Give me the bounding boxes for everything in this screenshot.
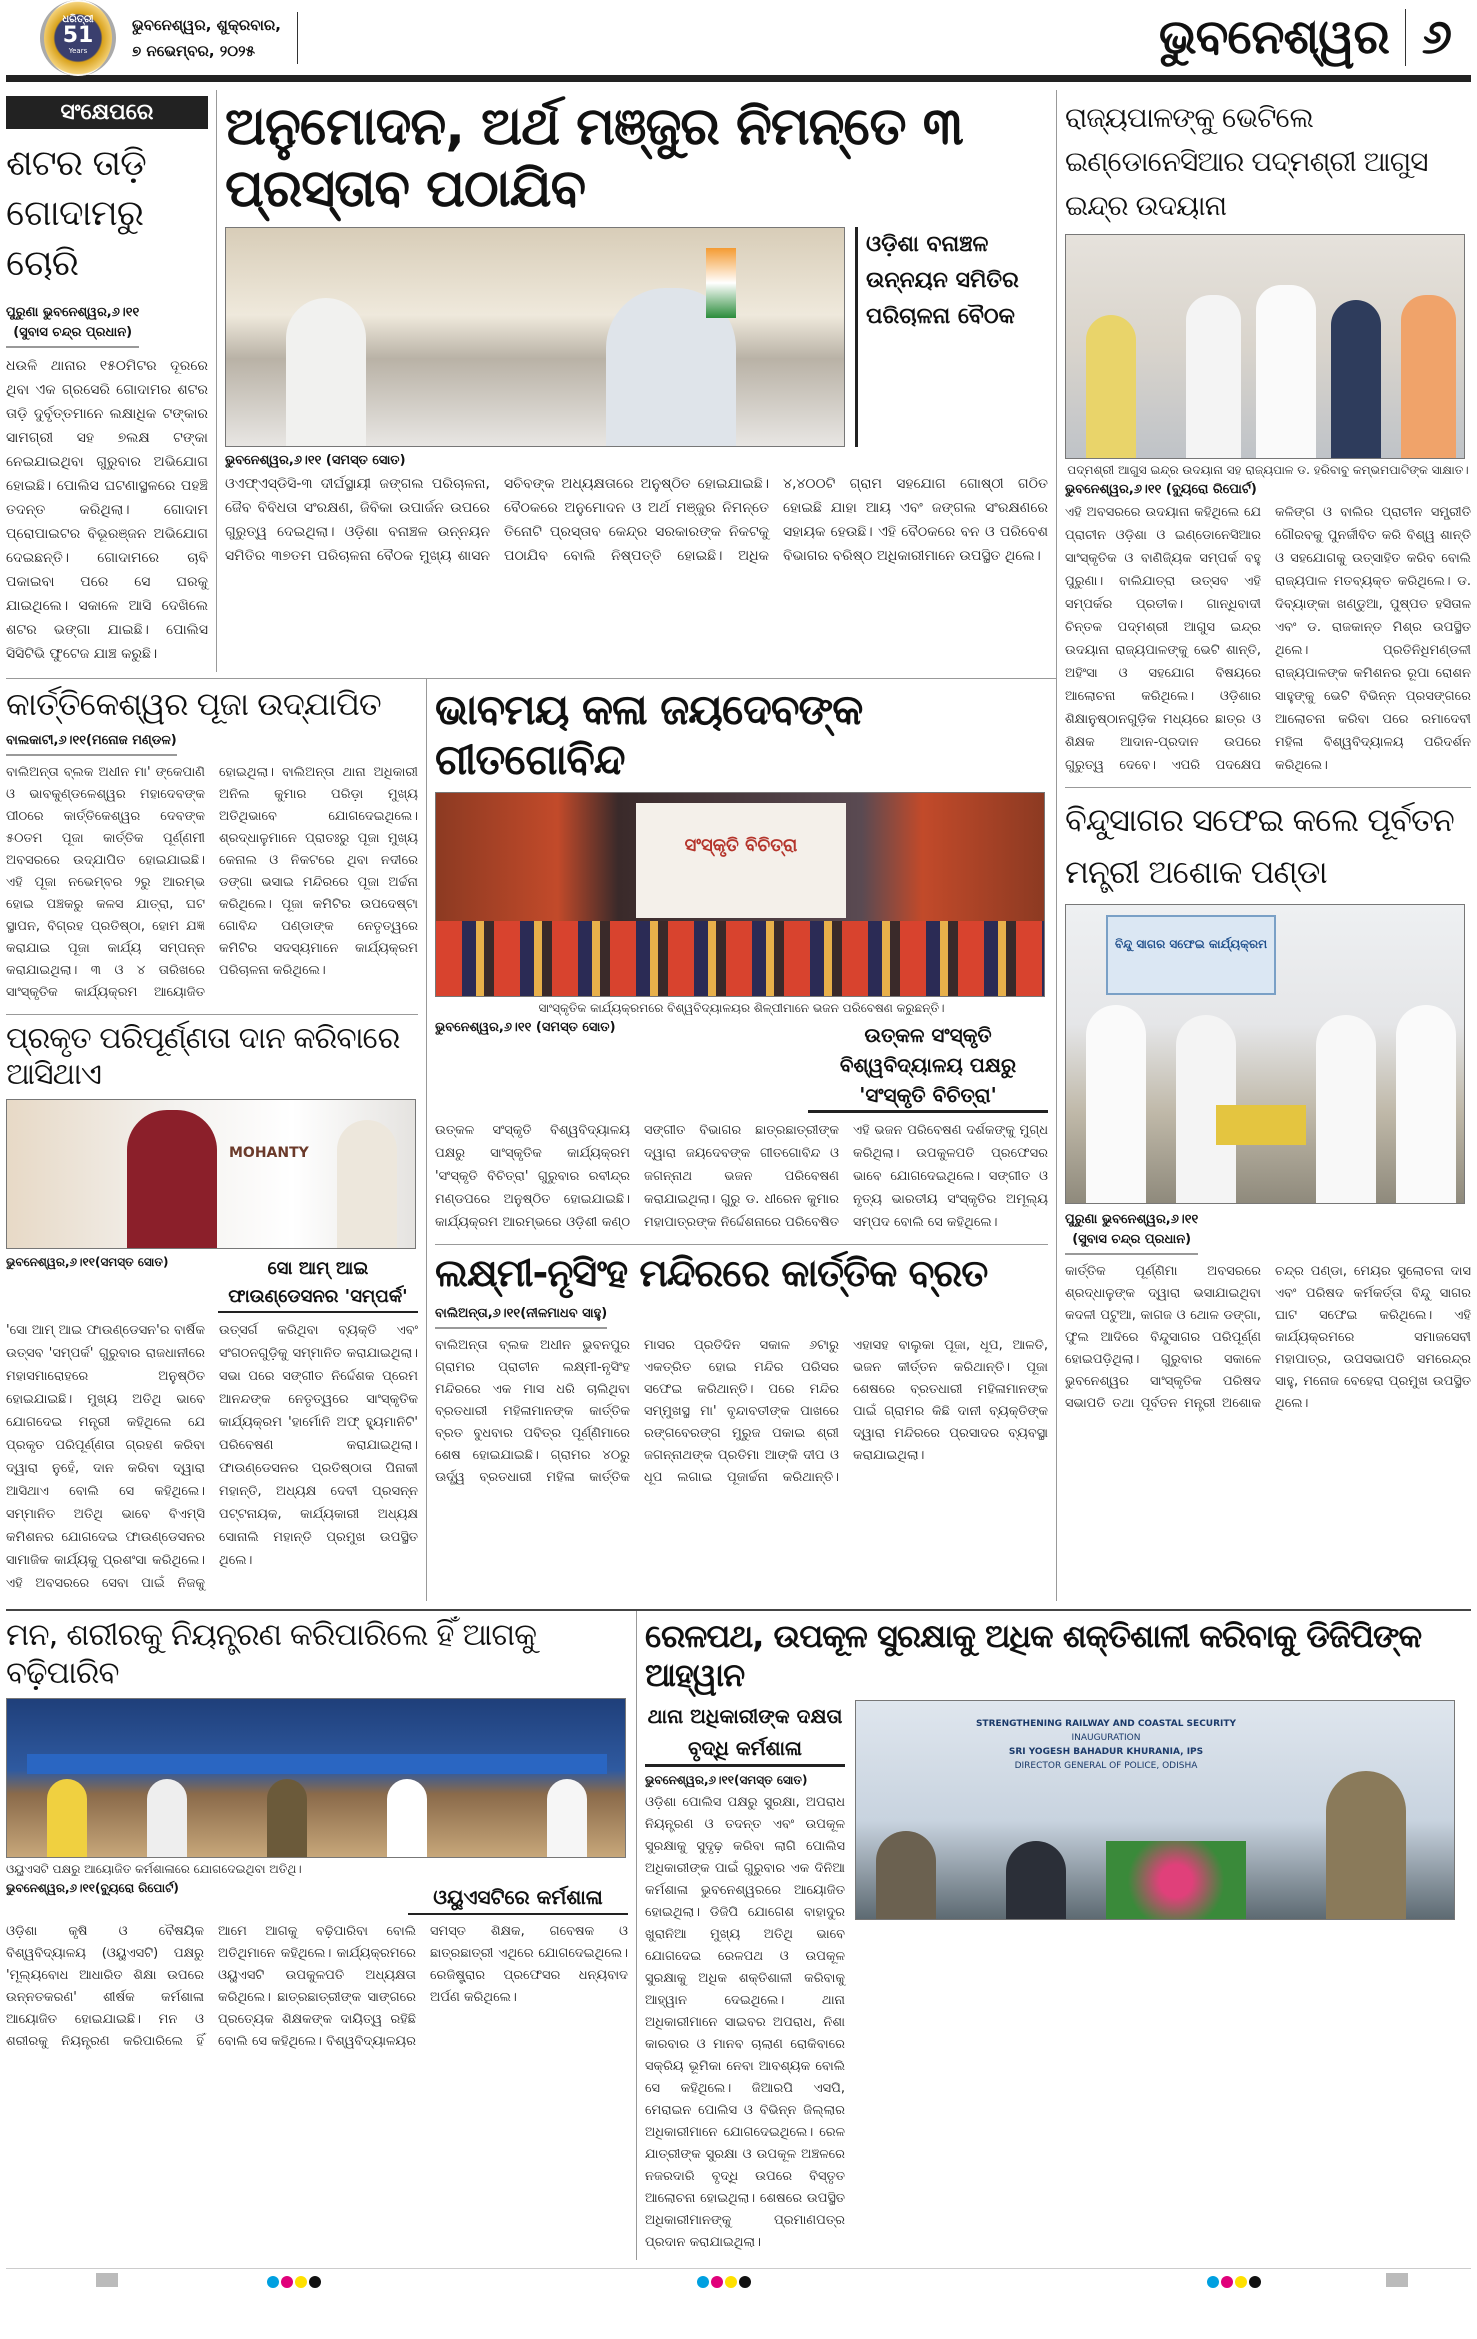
mind-body: ଓଡ଼ିଶା କୃଷି ଓ ବୈଷୟିକ ବିଶ୍ୱବିଦ୍ୟାଳୟ (ଓୟୁଏସଟି) ପକ୍ଷରୁ 'ମୂଲ୍ୟବୋଧ ଆଧାରିତ ଶିକ୍ଷା ଉପରେ ଉନ୍ନତକରଣ' ଶୀର୍ଷକ କର୍ମଶାଳା ଆୟୋଜିତ ହୋଇଯାଇଛି। ମନ ଓ ଶରୀରକୁ ନିୟନ୍ତ୍ରଣ କରିପାରିଲେ ହିଁ ଆମେ ଆଗକୁ ବଢ଼ିପାରିବା ବୋଲି ଅତିଥିମାନେ କହିଥିଲେ। କାର୍ଯ୍ୟକ୍ରମରେ ଓୟୁଏସଟି ଉପକୁଳପତି ଅଧ୍ୟକ୍ଷତା କରିଥିଲେ। ଛାତ୍ରଛାତ୍ରୀଙ୍କ ସାଙ୍ଗରେ ପ୍ରତ୍ୟେକ ଶିକ୍ଷକଙ୍କ ଦାୟିତ୍ୱ ରହିଛି ବୋଲି ସେ କହିଥିଲେ। ବିଶ୍ୱବିଦ୍ୟାଳୟର ସମସ୍ତ ଶିକ୍ଷକ, ଗବେଷକ ଓ ଛାତ୍ରଛାତ୍ରୀ ଏଥିରେ ଯୋଗଦେଇଥିଲେ। ରେଜିଷ୍ଟ୍ରାର ପ୍ରଫେସର ଧନ୍ୟବାଦ ଅର୍ପଣ କରିଥିଲେ। xyxy=(6,1923,628,2049)
bindusagar-byline-author: (ସୁବାସ ଚନ୍ଦ୍ର ପ୍ରଧାନ) xyxy=(1072,1232,1192,1247)
page-number: ୬ xyxy=(1421,8,1451,65)
logo-years: 51 xyxy=(62,22,94,48)
bindusagar-byline-place: ପୁରୁଣା ଭୁବନେଶ୍ୱର,୬।୧୧ xyxy=(1065,1212,1199,1227)
geetgovind-article xyxy=(435,685,1048,1234)
kartikeswar-headline: କାର୍ତ୍ତିକେଶ୍ୱର ପୂଜା ଉଦ୍‌ଯାପିତ xyxy=(6,685,381,723)
kartikeswar-byline: ବାଲକାଟୀ,୬।୧୧(ମନୋଜ ମଣ୍ଡଳ) xyxy=(6,731,177,756)
geetgovind-headline: ଭାବମୟ କଳା ଜୟଦେବଙ୍କ ଗୀତଗୋବିନ୍ଦ xyxy=(435,685,863,785)
brief-byline-author: (ସୁବାସ ଚନ୍ଦ୍ର ପ୍ରଧାନ) xyxy=(13,325,133,340)
governor-photo xyxy=(1065,234,1465,459)
lead-headline: ଅନୁମୋଦନ, ଅର୍ଥ ମଞ୍ଜୁର ନିମନ୍ତେ ୩ ପ୍ରସ୍ତାବ ପଠାଯିବ xyxy=(225,97,963,220)
brief-label: ସଂକ୍ଷେପରେ xyxy=(6,96,208,129)
geetgovind-banner: ସଂସ୍କୃତି ବିଚିତ୍ରା xyxy=(684,834,798,856)
dgp-banner-sub: INAUGURATION xyxy=(1071,1733,1141,1744)
bindusagar-article xyxy=(1065,787,1471,1415)
mind-caption: ଓୟୁଏସଟି ପକ୍ଷରୁ ଆୟୋଜିତ କର୍ମଶାଳାରେ ଯୋଗଦେଇଥିବା ଅତିଥି। xyxy=(6,1861,302,1876)
dateline-city: ଭୁବନେଶ୍ୱର, ଶୁକ୍ରବାର, xyxy=(132,15,281,34)
geetgovind-sidebox xyxy=(808,1020,1048,1113)
brief-body: ଧଉଳି ଥାନାର ୧୫୦ମିଟର ଦୂରରେ ଥିବା ଏକ ଗ୍ରସେରି ଗୋଦାମର ଶଟର ତାଡ଼ି ଦୁର୍ବୃତ୍ତମାନେ ଲକ୍ଷାଧିକ ଟଙ୍କାର ସାମଗ୍ରୀ ସହ ୭ଲକ୍ଷ ଟଙ୍କା ନେଇଯାଇଥିବା ଗୁରୁବାର ଅଭିଯୋଗ ହୋଇଛି। ପୋଲିସ ଘଟଣାସ୍ଥଳରେ ପହଞ୍ଚି ତଦନ୍ତ କରିଥିଲା। ଗୋଦାମ ପ୍ରୋପାଇଟର ବିଭୂରଞ୍ଜନ ଅଭିଯୋଗ ଦେଇଛନ୍ତି। ଗୋଦାମରେ ଚାବି ପକାଇବା ପରେ ସେ ଘରକୁ ଯାଇଥିଲେ। ସକାଳେ ଆସି ଦେଖିଲେ ଶଟର ଭଙ୍ଗା ଯାଇଛି। ପୋଲିସ ସିସିଟିଭି ଫୁଟେଜ ଯାଞ୍ଚ କରୁଛି। xyxy=(6,358,208,662)
footer-marks xyxy=(6,2268,1471,2290)
bindusagar-body: କାର୍ତ୍ତିକ ପୂର୍ଣ୍ଣିମା ଅବସରରେ ଶ୍ରଦ୍ଧାଳୁଙ୍କ ଦ୍ୱାରା ଭସାଯାଇଥିବା କଦଳୀ ପଟୁଆ, କାଗଜ ଓ ଥୋଳ ଡଙ୍ଗା, ଫୁଲ ଆଦିରେ ବିନ୍ଦୁସାଗର ପରିପୂର୍ଣ୍ଣ ହୋଇପଡ଼ିଥିଲା। ଗୁରୁବାର ସକାଳେ ଭୁବନେଶ୍ୱର ସାଂସ୍କୃତିକ ପରିଷଦ ସଭାପତି ତଥା ପୂର୍ବତନ ମନ୍ତ୍ରୀ ଅଶୋକ ଚନ୍ଦ୍ର ପଣ୍ଡା, ମେୟର ସୁଲୋଚନା ଦାସ ଏବଂ ପରିଷଦ କର୍ମକର୍ତ୍ତା ବିନ୍ଦୁ ସାଗର ଘାଟ ସଫେଇ କରିଥିଲେ। ଏହି କାର୍ଯ୍ୟକ୍ରମରେ ସମାଜସେବୀ ମହାପାତ୍ର, ଉପସଭାପତି ସମରେନ୍ଦ୍ର ସାହୁ, ମନୋଜ ବେହେରା ପ୍ରମୁଖ ଉପସ୍ଥିତ ଥିଲେ। xyxy=(1065,1264,1471,1411)
geetgovind-caption: ସାଂସ୍କୃତିକ କାର୍ଯ୍ୟକ୍ରମରେ ବିଶ୍ୱବିଦ୍ୟାଳୟର ଶିଳ୍ପୀମାନେ ଭଜନ ପରିବେଷଣ କରୁଛନ୍ତି। xyxy=(538,1000,945,1015)
donation-body: 'ସୋ ଆମ୍ ଆଇ ଫାଉଣ୍ଡେସନ'ର ବାର୍ଷିକ ଉତ୍ସବ 'ସମ୍ପର୍କ' ଗୁରୁବାର ରାଜଧାନୀରେ ମହାସମାରୋହରେ ଅନୁଷ୍ଠିତ ହୋଇଯାଇଛି। ମୁଖ୍ୟ ଅତିଥି ଭାବେ ଯୋଗଦେଇ ମନ୍ତ୍ରୀ କହିଥିଲେ ଯେ ପ୍ରକୃତ ପରିପୂର୍ଣ୍ଣତା ଗ୍ରହଣ କରିବା ଦ୍ୱାରା ନୁହେଁ, ଦାନ କରିବା ଦ୍ୱାରା ଆସିଥାଏ ବୋଲି ସେ କହିଥିଲେ। ସମ୍ମାନିତ ଅତିଥି ଭାବେ ବିଏମ୍‌ସି କମିଶନର ଯୋଗଦେଇ ଫାଉଣ୍ଡେସନର ସାମାଜିକ କାର୍ଯ୍ୟକୁ ପ୍ରଶଂସା କରିଥିଲେ। ଏହି ଅବସରରେ ସେବା ପାଇଁ ନିଜକୁ ଉତ୍ସର୍ଗ କରିଥିବା ବ୍ୟକ୍ତି ଏବଂ ସଂଗଠନଗୁଡ଼ିକୁ ସମ୍ମାନିତ କରାଯାଇଥିଲା। ସଭା ପରେ ସଙ୍ଗୀତ ନିର୍ଦ୍ଦେଶକ ପ୍ରେମ ଆନନ୍ଦଙ୍କ ନେତୃତ୍ୱରେ ସାଂସ୍କୃତିକ କାର୍ଯ୍ୟକ୍ରମ 'ହାର୍ମୋନି ଅଫ୍ ହ୍ୟୁମାନିଟି' ପରିବେଷଣ କରାଯାଇଥିଲା। ଫାଉଣ୍ଡେସନର ପ୍ରତିଷ୍ଠାତା ପିନାକୀ ମହାନ୍ତି, ଅଧ୍ୟକ୍ଷ ଦେବୀ ପ୍ରସନ୍ନ ପଟ୍ଟନାୟକ, କାର୍ଯ୍ୟକାରୀ ଅଧ୍ୟକ୍ଷ ସୋନାଲି ମହାନ୍ତି ପ୍ରମୁଖ ଉପସ୍ଥିତ ଥିଲେ। xyxy=(6,1323,418,1592)
geetgovind-body: ଉତ୍କଳ ସଂସ୍କୃତି ବିଶ୍ୱବିଦ୍ୟାଳୟ ପକ୍ଷରୁ ସାଂସ୍କୃତିକ କାର୍ଯ୍ୟକ୍ରମ 'ସଂସ୍କୃତି ବିଚିତ୍ରା' ଗୁରୁବାର ରବୀନ୍ଦ୍ର ମଣ୍ଡପରେ ଅନୁଷ୍ଠିତ ହୋଇଯାଇଛି। କାର୍ଯ୍ୟକ୍ରମ ଆରମ୍ଭରେ ଓଡ଼ିଶୀ କଣ୍ଠ ସଙ୍ଗୀତ ବିଭାଗର ଛାତ୍ରଛାତ୍ରୀଙ୍କ ଦ୍ୱାରା ଜୟଦେବଙ୍କ ଗୀତଗୋବିନ୍ଦ ଓ ଜଗନ୍ନାଥ ଭଜନ ପରିବେଷଣ କରାଯାଇଥିଲା। ଗୁରୁ ଡ. ଧୀରେନ କୁମାର ମହାପାତ୍ରଙ୍କ ନିର୍ଦ୍ଦେଶନାରେ ପରିବେଷିତ ଏହି ଭଜନ ପରିବେଷଣ ଦର୍ଶକଙ୍କୁ ମୁଗ୍ଧ କରିଥିଲା। ଉପକୁଳପତି ପ୍ରଫେସର ଭାବେ ଯୋଗଦେଇଥିଲେ। ସଙ୍ଗୀତ ଓ ନୃତ୍ୟ ଭାରତୀୟ ସଂସ୍କୃତିର ଅମୂଲ୍ୟ ସମ୍ପଦ ବୋଲି ସେ କହିଥିଲେ। xyxy=(435,1122,1048,1230)
bindusagar-byline xyxy=(1065,1210,1198,1255)
section-title: ଭୁବନେଶ୍ୱର xyxy=(1159,9,1406,67)
donation-photo xyxy=(6,1099,416,1249)
geetgovind-sidebox-title: ଉତ୍କଳ ସଂସ୍କୃତି ବିଶ୍ୱବିଦ୍ୟାଳୟ ପକ୍ଷରୁ 'ସଂସ୍କୃତି ବିଚିତ୍ରା' xyxy=(839,1022,1017,1107)
donation-photo-text: MOHANTY xyxy=(229,1145,309,1162)
dgp-banner-title: STRENGTHENING RAILWAY AND COASTAL SECURITY xyxy=(975,1719,1237,1730)
dgp-sidebox xyxy=(645,1700,845,1767)
dgp-article xyxy=(636,1611,1471,2260)
dgp-banner-name: SRI YOGESH BAHADUR KHURANIA, IPS xyxy=(1008,1747,1204,1758)
mind-sidebox xyxy=(408,1881,628,1915)
dateline-date: ୭ ନଭେମ୍ବର, ୨୦୨୫ xyxy=(132,41,255,60)
donation-headline: ପ୍ରକୃତ ପରିପୂର୍ଣ୍ଣତା ଦାନ କରିବାରେ ଆସିଥାଏ xyxy=(6,1021,400,1093)
dgp-headline: ରେଳପଥ, ଉପକୂଳ ସୁରକ୍ଷାକୁ ଅଧିକ ଶକ୍ତିଶାଳୀ କରିବାକୁ ଡିଜିପିଙ୍କ ଆହ୍ୱାନ xyxy=(645,1617,1422,1694)
masthead xyxy=(6,0,1471,82)
lead-sidebox xyxy=(855,227,1048,447)
lead-sidebox-title: ଓଡ଼ିଶା ବନାଞ୍ଚଳ ଉନ୍ନୟନ ସମିତିର ପରିଚାଳନା ବୈଠକ xyxy=(866,231,1019,329)
lead-byline: ଭୁବନେଶ୍ୱର,୬।୧୧ (ସମସ୍ତ ସୋତ) xyxy=(225,452,406,468)
donation-sidebox xyxy=(218,1255,418,1313)
governor-caption: ପଦ୍ମଶ୍ରୀ ଆଗୁସ ଇନ୍ଦ୍ର ଉଦୟାନା ସହ ରାଜ୍ୟପାଳ ଡ. ହରିବାବୁ କମ୍ଭମପାଟିଙ୍କ ସାକ୍ଷାତ। xyxy=(1067,463,1469,477)
lakshmi-headline: ଲକ୍ଷ୍ମୀ-ନୃସିଂହ ମନ୍ଦିରରେ କାର୍ତ୍ତିକ ବ୍ରତ xyxy=(435,1250,988,1295)
lakshmi-article xyxy=(435,1244,1048,1490)
donation-article xyxy=(6,1014,418,1595)
lakshmi-byline: ବାଲିଅନ୍ତା,୬।୧୧(ନୀଳମାଧବ ସାହୁ) xyxy=(435,1304,607,1329)
logo-years-label: Years xyxy=(68,46,88,55)
lead-body: ଓଏଫ୍‌ଏସ୍‌ଡିସି-୩ ଦୀର୍ଘସ୍ଥାୟୀ ଜଙ୍ଗଲ ପରିଚାଳନା, ଜୈବ ବିବିଧତା ସଂରକ୍ଷଣ, ଜିବିକା ଉପାର୍ଜନ ଉପରେ ଗୁରୁତ୍ୱ ଦେଇଥିଲା। ଓଡ଼ିଶା ବନାଞ୍ଚଳ ଉନ୍ନୟନ ସମିତିର ୩୭ତମ ପରିଚାଳନା ବୈଠକ ମୁଖ୍ୟ ଶାସନ ସଚିବଙ୍କ ଅଧ୍ୟକ୍ଷତାରେ ଅନୁଷ୍ଠିତ ହୋଇଯାଇଛି। ବୈଠକରେ ଅନୁମୋଦନ ଓ ଅର୍ଥ ମଞ୍ଜୁର ନିମନ୍ତେ ତିନୋଟି ପ୍ରସ୍ତାବ କେନ୍ଦ୍ର ସରକାରଙ୍କ ନିକଟକୁ ପଠାଯିବ ବୋଲି ନିଷ୍ପତ୍ତି ହୋଇଛି। ଅଧିକ ୪,୪୦୦ଟି ଗ୍ରାମ ସହଯୋଗ ଗୋଷ୍ଠୀ ଗଠିତ ହୋଇଛି ଯାହା ଆୟ ଏବଂ ଜଙ୍ଗଲ ସଂରକ୍ଷଣରେ ସହାୟକ ହେଉଛି। ଏହି ବୈଠକରେ ବନ ଓ ପରିବେଶ ବିଭାଗର ବରିଷ୍ଠ ଅଧିକାରୀମାନେ ଉପସ୍ଥିତ ଥିଲେ। xyxy=(225,475,1048,564)
donation-byline: ଭୁବନେଶ୍ୱର,୬।୧୧(ସମସ୍ତ ସୋତ) xyxy=(6,1255,169,1270)
dgp-body: ଓଡ଼ିଶା ପୋଲିସ ପକ୍ଷରୁ ସୁରକ୍ଷା, ଅପରାଧ ନିୟନ୍ତ୍ରଣ ଓ ତଦନ୍ତ ଏବଂ ଉପକୂଳ ସୁରକ୍ଷାକୁ ସୁଦୃଢ଼ କରିବା ଲାଗି ପୋଲିସ ଅଧିକାରୀଙ୍କ ପାଇଁ ଗୁରୁବାର ଏକ ଦିନିଆ କର୍ମଶାଳା ଭୁବନେଶ୍ୱରରେ ଆୟୋଜିତ ହୋଇଥିଲା। ଡିଜିପି ଯୋଗେଶ ବାହାଦୁର ଖୁରାନିଆ ମୁଖ୍ୟ ଅତିଥି ଭାବେ ଯୋଗଦେଇ ରେଳପଥ ଓ ଉପକୂଳ ସୁରକ୍ଷାକୁ ଅଧିକ ଶକ୍ତିଶାଳୀ କରିବାକୁ ଆହ୍ୱାନ ଦେଇଥିଲେ। ଥାନା ଅଧିକାରୀମାନେ ସାଇବର ଅପରାଧ, ନିଶା କାରବାର ଓ ମାନବ ଚାଲାଣ ରୋକିବାରେ ସକ୍ରିୟ ଭୂମିକା ନେବା ଆବଶ୍ୟକ ବୋଲି ସେ କହିଥିଲେ। ଜିଆରପି ଏସପି, ମେରାଇନ ପୋଲିସ ଓ ବିଭିନ୍ନ ଜିଲ୍ଲାର ଅଧିକାରୀମାନେ ଯୋଗଦେଇଥିଲେ। ରେଳ ଯାତ୍ରୀଙ୍କ ସୁରକ୍ଷା ଓ ଉପକୂଳ ଅଞ୍ଚଳରେ ନଜରଦାରି ବୃଦ୍ଧି ଉପରେ ବିସ୍ତୃତ ଆଲୋଚନା ହୋଇଥିଲା। ଶେଷରେ ଉପସ୍ଥିତ ଅଧିକାରୀମାନଙ୍କୁ ପ୍ରମାଣପତ୍ର ପ୍ରଦାନ କରାଯାଇଥିଲା। xyxy=(645,1795,845,2251)
bindusagar-headline: ବିନ୍ଦୁସାଗର ସଫେଇ କଲେ ପୂର୍ବତନ ମନ୍ତ୍ରୀ ଅଶୋକ ପଣ୍ଡା xyxy=(1065,801,1454,891)
dgp-sidebox-title: ଥାନା ଅଧିକାରୀଙ୍କ ଦକ୍ଷତା ବୃଦ୍ଧି କର୍ମଶାଳା xyxy=(647,1704,843,1761)
donation-sidebox-title: ସୋ ଆମ୍ ଆଇ ଫାଉଣ୍ଡେସନର 'ସମ୍ପର୍କ' xyxy=(228,1258,408,1308)
dgp-photo xyxy=(855,1700,1455,1920)
governor-byline: ଭୁବନେଶ୍ୱର,୬।୧୧ (ବ୍ୟୁରୋ ରିପୋର୍ଟ) xyxy=(1065,482,1257,497)
lakshmi-body: ବାଲିଅନ୍ତା ବ୍ଲକ ଅଧୀନ ଭୁବନପୁର ଗ୍ରାମର ପ୍ରାଚୀନ ଲକ୍ଷ୍ମୀ-ନୃସିଂହ ମନ୍ଦିରରେ ଏକ ମାସ ଧରି ଚାଲିଥିବା ବ୍ରତଧାରୀ ମହିଳାମାନଙ୍କ କାର୍ତ୍ତିକ ବ୍ରତ ବୁଧବାର ପବିତ୍ର ପୂର୍ଣ୍ଣିମାରେ ଶେଷ ହୋଇଯାଇଛି। ଗ୍ରାମର ୪୦ରୁ ଊର୍ଦ୍ଧ୍ୱ ବ୍ରତଧାରୀ ମହିଳା କାର୍ତ୍ତିକ ମାସର ପ୍ରତିଦିନ ସକାଳ ୬ଟାରୁ ଏକତ୍ରିତ ହୋଇ ମନ୍ଦିର ପରିସର ସଫେଇ କରିଥାନ୍ତି। ପରେ ମନ୍ଦିର ସମ୍ମୁଖସ୍ଥ ମା' ବୃନ୍ଦାବତୀଙ୍କ ପାଖରେ ରଙ୍ଗବେରଙ୍ଗ ମୁରୁଜ ପକାଇ ଶ୍ରୀ ଜଗନ୍ନାଥଙ୍କ ପ୍ରତିମା ଆଙ୍କି ଦୀପ ଓ ଧୂପ ଲଗାଇ ପୂଜାର୍ଚ୍ଚନା କରିଥାନ୍ତି। ଏହାସହ ବାଲୁକା ପୂଜା, ଧୂପ, ଆଳତି, ଭଜନ କୀର୍ତ୍ତନ କରିଥାନ୍ତି। ପୂଜା ଶେଷରେ ବ୍ରତଧାରୀ ମହିଳାମାନଙ୍କ ପାଇଁ ଗ୍ରାମର କିଛି ଦାନୀ ବ୍ୟକ୍ତିଙ୍କ ଦ୍ୱାରା ମନ୍ଦିରରେ ପ୍ରସାଦର ବ୍ୟବସ୍ଥା କରାଯାଇଥିଲା। xyxy=(435,1338,1048,1486)
brief-article xyxy=(6,90,216,672)
lead-article xyxy=(216,90,1056,672)
mind-byline: ଭୁବନେଶ୍ୱର,୬।୧୧(ବ୍ୟୁରୋ ରିପୋର୍ଟ) xyxy=(6,1880,179,1895)
brief-headline: ଶଟର ତାଡ଼ି ଗୋଦାମରୁ ଚୋରି xyxy=(6,143,146,284)
dgp-banner-role: DIRECTOR GENERAL OF POLICE, ODISHA xyxy=(1014,1761,1198,1772)
bindusagar-photo xyxy=(1065,904,1465,1204)
geetgovind-byline: ଭୁବନେଶ୍ୱର,୬।୧୧ (ସମସ୍ତ ସୋତ) xyxy=(435,1019,616,1035)
kartikeswar-body: ବାଲିଅନ୍ତା ବ୍ଲକ ଅଧୀନ ମା' ଙ୍କେପାଣି ଓ ଭାବକୁଣ୍ଡଳେଶ୍ୱର ମହାଦେବଙ୍କ ପୀଠରେ କାର୍ତ୍ତିକେଶ୍ୱର ଦେବଙ୍କ ୫୦ତମ ପୂଜା କାର୍ତ୍ତିକ ପୂର୍ଣ୍ଣମୀ ଅବସରରେ ଉଦ୍‌ଯାପିତ ହୋଇଯାଇଛି। ଏହି ପୂଜା ନଭେମ୍ବର ୨ରୁ ଆରମ୍ଭ ହୋଇ ପଞ୍ଚକରୁ କଳସ ଯାତ୍ରା, ଘଟ ସ୍ଥାପନ, ବିଗ୍ରହ ପ୍ରତିଷ୍ଠା, ହୋମ ଯଜ୍ଞ କରାଯାଇ ପୂଜା କାର୍ଯ୍ୟ ସମ୍ପନ୍ନ କରାଯାଇଥିଲା। ୩ ଓ ୪ ତାରିଖରେ ସାଂସ୍କୃତିକ କାର୍ଯ୍ୟକ୍ରମ ଆୟୋଜିତ ହୋଇଥିଲା। ବାଲିଅନ୍ତା ଥାନା ଅଧିକାରୀ ଅନିଲ କୁମାର ପରିଡ଼ା ମୁଖ୍ୟ ଅତିଥିଭାବେ ଯୋଗଦେଇଥିଲେ। ଶ୍ରଦ୍ଧାଳୁମାନେ ପ୍ରାତଃରୁ ପୂଜା ମୁଖ୍ୟ କେନାଲ ଓ ନିକଟରେ ଥିବା ନଦୀରେ ଡଙ୍ଗା ଭସାଇ ମନ୍ଦିରରେ ପୂଜା ଅର୍ଚ୍ଚନା କରିଥିଲେ। ପୂଜା କମିଟିର ଉପଦେଷ୍ଟା ଗୋବିନ୍ଦ ପଣ୍ଡାଙ୍କ ନେତୃତ୍ୱରେ କମିଟିର ସଦସ୍ୟମାନେ କାର୍ଯ୍ୟକ୍ରମ ପରିଚାଳନା କରିଥିଲେ। xyxy=(6,765,418,1001)
mind-article xyxy=(6,1611,636,2260)
dgp-byline: ଭୁବନେଶ୍ୱର,୬।୧୧(ସମସ୍ତ ସୋତ) xyxy=(645,1773,808,1788)
governor-headline: ରାଜ୍ୟପାଳଙ୍କୁ ଭେଟିଲେ ଇଣ୍ଡୋନେସିଆର ପଦ୍ମଶ୍ରୀ ଆଗୁସ ଇନ୍ଦ୍ର ଉଦୟାନା xyxy=(1065,101,1428,222)
lead-photo xyxy=(225,227,845,447)
mind-headline: ମନ, ଶରୀରକୁ ନିୟନ୍ତ୍ରଣ କରିପାରିଲେ ହିଁ ଆଗକୁ ବଢ଼ିପାରିବ xyxy=(6,1617,537,1691)
brief-byline: ପୁରୁଣା ଭୁବନେଶ୍ୱର,୬।୧୧ xyxy=(6,305,140,320)
logo xyxy=(40,0,116,76)
bindusagar-banner: ବିନ୍ଦୁ ସାଗର ସଫେଇ କାର୍ଯ୍ୟକ୍ରମ xyxy=(1106,915,1276,995)
geetgovind-photo xyxy=(435,792,1045,997)
logo-text: ଧରିତ୍ରୀ xyxy=(62,13,94,25)
kartikeswar-article xyxy=(6,685,418,1004)
governor-body: ଏହି ଅବସରରେ ଉଦୟାନା କହିଥିଲେ ଯେ ପ୍ରାଚୀନ ଓଡ଼ିଶା ଓ ଇଣ୍ଡୋନେସିଆର ସାଂସ୍କୃତିକ ଓ ବାଣିଜ୍ୟିକ ସମ୍ପର୍କ ବହୁ ପୁରୁଣା। ବାଲିଯାତ୍ରା ଉତ୍ସବ ଏହି ସମ୍ପର୍କର ପ୍ରତୀକ। ଗାନ୍ଧିବାଦୀ ଚିନ୍ତକ ପଦ୍ମଶ୍ରୀ ଆଗୁସ ଇନ୍ଦ୍ର ଉଦୟାନା ରାଜ୍ୟପାଳଙ୍କୁ ଭେଟି ଶାନ୍ତି, ଅହିଂସା ଓ ସହଯୋଗ ବିଷୟରେ ଆଲୋଚନା କରିଥିଲେ। ଓଡ଼ିଶାର ଶିକ୍ଷାନୁଷ୍ଠାନଗୁଡ଼ିକ ମଧ୍ୟରେ ଛାତ୍ର ଓ ଶିକ୍ଷକ ଆଦାନ-ପ୍ରଦାନ ଉପରେ ଗୁରୁତ୍ୱ ଦେବେ। ଏପରି ପଦକ୍ଷେପ କଳିଙ୍ଗ ଓ ବାଲିର ପ୍ରାଚୀନ ସମ୍ପ୍ରୀତି ଗୌରବକୁ ପୁନର୍ଜୀବିତ କରି ବିଶ୍ୱ ଶାନ୍ତି ଓ ସହଯୋଗକୁ ଉତ୍ସାହିତ କରିବ ବୋଲି ରାଜ୍ୟପାଳ ମତବ୍ୟକ୍ତ କରିଥିଲେ। ଡ. ଦିବ୍ୟାଙ୍କା ଖଣ୍ଡୁଆ, ପୁଷ୍ପତ ହସିତାଳ ଏବଂ ଡ. ରାଜକାନ୍ତ ମିଶ୍ର ଉପସ୍ଥିତ ଥିଲେ। ପ୍ରତିନିଧିମଣ୍ଡଳୀ ରାଜ୍ୟପାଳଙ୍କ କମିଶନର ରୂପା ରୋଶନ ସାହୁଙ୍କୁ ଭେଟି ବିଭିନ୍ନ ପ୍ରସଙ୍ଗରେ ଆଲୋଚନା କରିବା ପରେ ରମାଦେବୀ ମହିଳା ବିଶ୍ୱବିଦ୍ୟାଳୟ ପରିଦର୍ଶନ କରିଥିଲେ। xyxy=(1065,505,1471,773)
governor-article xyxy=(1065,96,1471,777)
mind-sidebox-title: ଓୟୁଏସଟିରେ କର୍ମଶାଳା xyxy=(433,1884,603,1909)
mind-photo xyxy=(6,1698,626,1858)
